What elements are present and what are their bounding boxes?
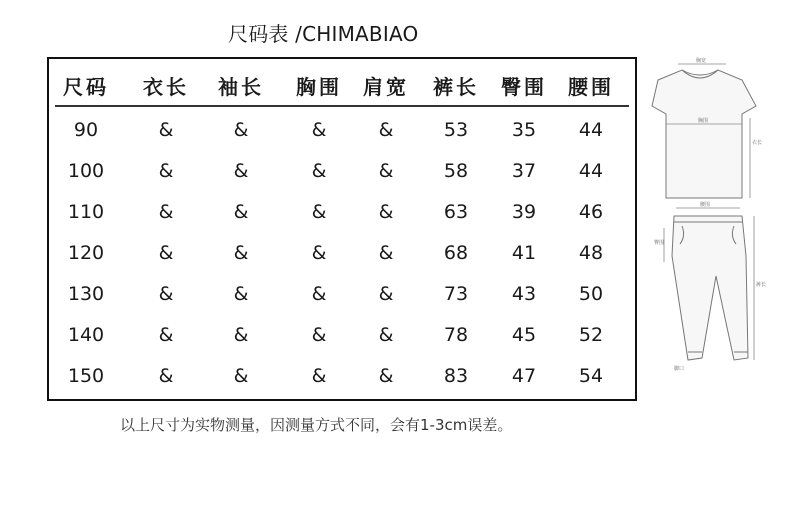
table-cell: & [233,242,249,264]
table-cell: 63 [443,201,469,223]
table-cell: 44 [578,119,604,141]
column-header: 腰围 [568,75,614,99]
pants-icon [672,216,748,360]
diagram-chest-label: 胸围 [698,118,709,124]
column-header: 胸围 [296,75,342,99]
table-cell: 120 [67,242,105,264]
table-cell: & [311,242,327,264]
footnote: 以上尺寸为实物测量，因测量方式不同，会有1-3cm误差。 [120,416,513,434]
table-cell: 100 [67,160,105,182]
diagram-waist-label: 腰围 [700,202,711,208]
table-cell: 52 [578,324,604,346]
table-cell: 41 [511,242,537,264]
table-cell: 39 [511,201,537,223]
table-cell: & [158,119,174,141]
table-cell: 90 [73,119,99,141]
column-header: 肩宽 [363,75,409,99]
table-cell: & [378,365,394,387]
table-cell: & [158,160,174,182]
table-cell: & [311,324,327,346]
table-cell: & [158,324,174,346]
table-cell: & [311,201,327,223]
table-cell: 47 [511,365,537,387]
tshirt-icon [652,70,756,198]
table-cell: & [311,365,327,387]
table-cell: 68 [443,242,469,264]
table-cell: 130 [67,283,105,305]
table-cell: & [233,283,249,305]
diagram-hem-label: 脚口 [674,366,685,372]
column-header: 衣长 [143,75,189,99]
header-divider [55,105,629,107]
table-cell: & [158,201,174,223]
table-cell: 140 [67,324,105,346]
table-cell: 58 [443,160,469,182]
table-cell: 35 [511,119,537,141]
table-cell: & [311,119,327,141]
table-cell: 44 [578,160,604,182]
column-header: 臀围 [501,75,547,99]
table-cell: 43 [511,283,537,305]
table-cell: & [378,283,394,305]
table-cell: & [233,365,249,387]
table-cell: 53 [443,119,469,141]
table-cell: 45 [511,324,537,346]
table-cell: & [233,324,249,346]
table-cell: 48 [578,242,604,264]
table-cell: 78 [443,324,469,346]
diagram-length-label: 衣长 [752,140,763,146]
column-header: 袖长 [218,75,264,99]
page-title: 尺码表 /CHIMABIAO [228,22,419,46]
table-cell: & [311,283,327,305]
table-cell: & [158,365,174,387]
table-cell: & [233,160,249,182]
column-header: 裤长 [433,75,479,99]
diagram-hip-label: 臀围 [654,240,665,246]
table-cell: 37 [511,160,537,182]
table-cell: & [378,201,394,223]
table-cell: & [158,242,174,264]
table-cell: & [233,201,249,223]
garment-diagram [644,58,767,378]
table-cell: 54 [578,365,604,387]
table-cell: & [378,242,394,264]
table-cell: & [158,283,174,305]
table-cell: & [378,160,394,182]
table-cell: 50 [578,283,604,305]
diagram-top-label: 胸宽 [696,58,707,64]
table-cell: 110 [67,201,105,223]
table-cell: & [378,119,394,141]
size-table [47,57,637,401]
table-cell: 46 [578,201,604,223]
table-cell: 73 [443,283,469,305]
table-cell: & [378,324,394,346]
diagram-pants-length-label: 裤长 [756,282,767,288]
table-cell: 83 [443,365,469,387]
table-cell: & [311,160,327,182]
table-cell: & [233,119,249,141]
column-header: 尺码 [63,75,109,99]
table-cell: 150 [67,365,105,387]
